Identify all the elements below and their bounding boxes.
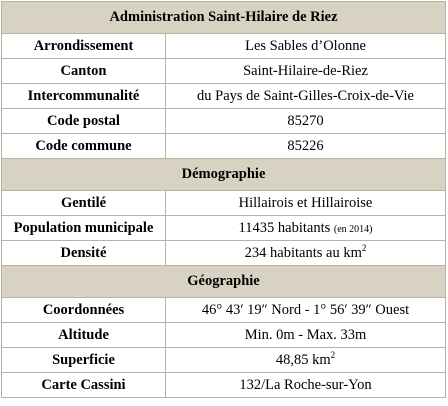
row-intercommunalite [2,84,446,109]
intercommunalite-value: du Pays de Saint-Gilles-Croix-de-Vie [166,84,446,109]
population-label: Population municipale [2,216,166,241]
table-title: Administration Saint-Hilaire de Riez [2,2,446,34]
population-value: 11435 habitants [238,219,331,236]
densite-sup: 2 [361,242,367,253]
gentile-value: Hillairois et Hillairoise [166,191,446,216]
altitude-label: Altitude [2,323,166,348]
row-arrondissement [2,34,446,59]
population-note: (en 2014) [333,223,373,235]
densite-value: 234 habitants au km [244,244,362,261]
geographie-header: Géographie [2,266,446,298]
coordonnees-label: Coordonnées [2,298,166,323]
row-coordonnees [2,298,446,323]
row-altitude [2,323,446,348]
row-population [2,216,446,241]
row-code-postal [2,109,446,134]
densite-label: Densité [2,241,166,266]
code-commune-label: Code commune [2,134,166,159]
section-header-demographie [2,159,446,191]
code-postal-value: 85270 [166,109,446,134]
altitude-value: Min. 0m - Max. 33m [166,323,446,348]
arrondissement-value: Les Sables d’Olonne [166,34,446,59]
row-carte-cassini [2,373,446,398]
superficie-sup: 2 [330,349,336,360]
population-cell [166,216,446,241]
gentile-label: Gentilé [2,191,166,216]
superficie-value: 48,85 km [275,351,331,368]
row-gentile [2,191,446,216]
coordonnees-value: 46° 43′ 19″ Nord - 1° 56′ 39″ Ouest [166,298,446,323]
row-superficie [2,348,446,373]
code-commune-value: 85226 [166,134,446,159]
densite-cell [166,241,446,266]
superficie-label: Superficie [2,348,166,373]
arrondissement-label: Arrondissement [2,34,166,59]
code-postal-label: Code postal [2,109,166,134]
carte-cassini-label: Carte Cassini [2,373,166,398]
carte-cassini-value: 132/La Roche-sur-Yon [166,373,446,398]
infobox-container [1,1,447,404]
superficie-cell [166,348,446,373]
canton-value: Saint-Hilaire-de-Riez [166,59,446,84]
row-densite [2,241,446,266]
infobox-table [1,1,446,398]
intercommunalite-label: Intercommunalité [2,84,166,109]
demographie-header: Démographie [2,159,446,191]
row-canton [2,59,446,84]
row-code-commune [2,134,446,159]
canton-label: Canton [2,59,166,84]
section-header-geographie [2,266,446,298]
section-header-administration [2,2,446,34]
